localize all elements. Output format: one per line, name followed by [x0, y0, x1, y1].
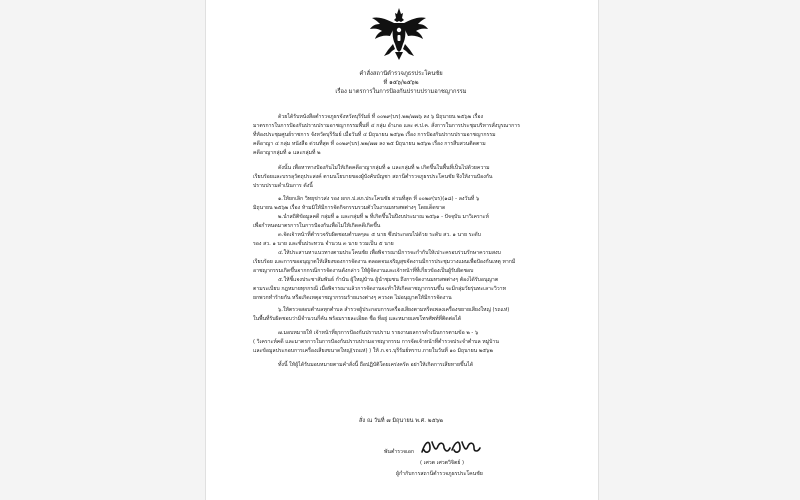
body-line: ในพื้นที่รับผิดชอบว่ามีจำนวนกี่คัน พร้อมรายละเอียด ชื่อ ที่อยู่ และหมายเลขโทรศัพท์ที่ติดต่อได้ — [253, 316, 462, 322]
body-line: ทั้งนี้ ให้ผู้ได้รับมอบหมายตามคำสั่งนี้ ถือปฏิบัติโดยเคร่งครัด อย่าให้เกิดการเสียหายขึ้นได้ — [278, 362, 474, 368]
body-line: ( วิเคราะห์คดี และมาตรการในการป้องกันปราบปรามอาชญากรรม การจัดเจ้าหน้าที่ตำรวจประจำตำบล หมู่บ้าน — [253, 339, 499, 345]
body-line: เพื่อกำหนดมาตรการในการป้องกันเพื่อไม่ให้เกิดคดีเกิดขึ้น — [253, 223, 381, 229]
body-line: ที่ห้องประชุมศูนย์ราชการ จังหวัดบุรีรัมย์ เมื่อวันที่ ๔ มิถุนายน ๒๕๖๒ เรื่อง การป้องกันปราบปรามอาชญากรรม — [253, 132, 496, 138]
body-line: และข้อมูลประกอบการเครื่องเสียงขนาดใหญ่(รถแห่) ) ให้ ภ.จว.บุรีรัมย์ทราบ ภายในวันที่ ๑๐ มิถุนายน ๒๕๖๒ — [253, 348, 493, 354]
body-line: คดีอาญากลุ่มที่ ๑ และกลุ่มที่ ๒ — [253, 150, 321, 156]
body-line: ปราบปรามดำเนินการ ดังนี้ — [253, 183, 313, 189]
document-number: ที่ ๑๕๖/๒๕๖๒ — [383, 80, 419, 86]
order-date: สั่ง ณ วันที่ ๗ มิถุนายน พ.ศ. ๒๕๖๒ — [359, 418, 443, 424]
document-org-title: คำสั่งสถานีตำรวจภูธรประโคนชัย — [359, 71, 443, 77]
signatory-position: ผู้กำกับการสถานีตำรวจภูธรประโคนชัย — [396, 471, 483, 477]
body-line: เรียบร้อย และการขออนุญาตให้เสียงของการจัดงาน ตลอดจนเจริญสุขจัดงานมีการประชุมวางแผนเพื่อป้องกันเหตุ หากมี — [253, 259, 516, 265]
body-line: มิถุนายน ๒๕๖๒ เรื่อง ห้ามมิให้มีการจัดกิจกรรมรวมตัวในงานมหรสพต่างๆ โดยเด็ดขาด — [253, 205, 446, 211]
body-line: ตามระเบียบ กฎหมายทุกกรณี เมื่อพิจารณาแล้วการจัดงานจะทำให้เกิดอาชญากรรมขึ้น จะมีกลุ่มวัยรุ่นทะเลาะวิวาท — [253, 286, 506, 292]
document-subject: เรื่อง มาตรการในการป้องกันปราบปรามอาชญากรรม — [335, 89, 467, 95]
body-line: มาตรการในการป้องกันปราบปรามอาชญากรรมพื้นที่ ๔ กลุ่ม อำเภอ และ ศ.ป.ค. สั่งการในการประชุมบริหารสั่งบูรณาการ — [253, 123, 520, 129]
handwritten-signature — [416, 436, 486, 458]
body-line: ๖.ให้ตรวจสอบตำบลทุกตำบล สำรวจผู้ประกอบการเครื่องเสียงตามหรีดเพลงเครื่องขยายเสียงใหญ่ (รถแห่) — [278, 307, 510, 313]
body-line: ๑.ให้ยกเลิก วิทยุข่าวส่ง รอง ผกก.ป.สภ.ประโคนชัย ด่วนที่สุด ที่ ๐๐๒๙(บร)(๑๘) - ลงวันที่ ๖ — [278, 196, 480, 202]
body-line: ด้วยได้รับหนังสือตำรวจภูธรจังหวัดบุรีรัมย์ ที่ ๐๐๒๙(บร).๒๒/๗๗๖ ลง ๖ มิถุนายน ๒๕๖๒ เรื่อง — [278, 114, 483, 120]
body-line: คดีอาญา ๔ กลุ่ม หนังสือ ด่วนที่สุด ที่ ๐๐๒๙(บร).๒๒/๗๗ ลง ๒๕ มิถุนายน ๒๕๖๒ เรื่อง การสืบสวนติดตาม — [253, 141, 486, 147]
body-line: ๒.นำสถิติข้อมูลคดี กลุ่มที่ ๑ และกลุ่มที่ ๒ ที่เกิดขึ้นในปีงบประมาณ ๒๕๖๑ - ปัจจุบัน มาวิเคราะห์ — [278, 214, 489, 220]
body-line: ๔.ให้ประสานหาแนวทางตามประโคนชัย เพื่อพิจารณามีการจะกำกับให้เปาะครอบร่วมรักษาความสงบ — [278, 250, 501, 256]
body-line: อาชญากรรมเกิดขึ้นจากกรณีการจัดงานดังกล่าว ให้ผู้จัดงานและเจ้าหน้าที่ที่เกี่ยวข้องเป็นผู้รับผิดชอบ — [253, 268, 474, 274]
body-line: ๕.ให้ชี้แจงประชาสัมพันธ์ กำนัน ผู้ใหญ่บ้าน ผู้นำชุมชน ถึงการจัดงานมหรสพต่างๆ ต้องได้รับอนุญาต — [278, 277, 499, 283]
body-line: ๗.มอบหมายให้ เจ้าหน้าที่ธุรการป้องกันปราบปราม รายงานผลการดำเนินการตามข้อ ๒ - ๖ — [278, 330, 479, 336]
body-line: เรียบร้อยและบรรลุวัตถุประสงค์ ตามนโยบายของผู้บังคับบัญชา สถานีตำรวจภูธรประโคนชัย จึงให้งานป้องกัน — [253, 174, 493, 180]
signatory-name: ( เศวต เศวตวิจิตย์ ) — [420, 460, 465, 466]
body-line: รอง สว. ๑ นาย และชั้นประทวน จำนวน ๓ นาย รวมเป็น ๕ นาย — [253, 241, 394, 247]
garuda-emblem-icon — [368, 6, 430, 62]
body-line: ๓.จัดเจ้าหน้าที่ตำรวจรับผิดชอบตำบลๆละ ๕ นาย ซึ่งประกอบไปด้วย ระดับ สว. ๑ นาย ระดับ — [278, 232, 481, 238]
body-line: ดังนั้น เพื่อหาทางป้องกันไม่ให้เกิดคดีอาญากลุ่มที่ ๑ และกลุ่มที่ ๒ เกิดขึ้นในพื้นที่เป็นไปด้วยความ — [278, 165, 490, 171]
body-line: ยกพวกทำร้ายกัน หรือเกิดเหตุอาชญากรรมร้ายแรงต่างๆ ควรงด ไม่อนุญาตให้มีการจัดงาน — [253, 295, 452, 301]
signatory-rank: พันตำรวจเอก — [384, 449, 415, 455]
